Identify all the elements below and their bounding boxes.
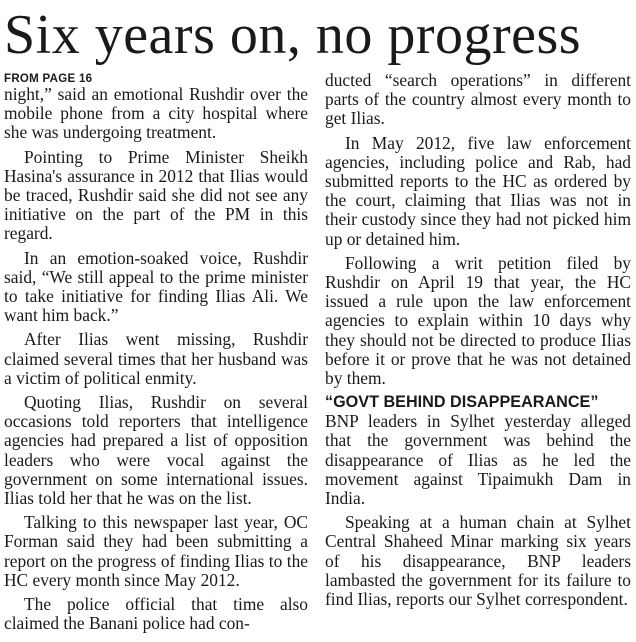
paragraph: ducted “search operations” in different parts of the country almost every month to get Ilias. <box>325 70 631 129</box>
paragraph: BNP leaders in Sylhet yesterday alleged that the government was behind the disappearance of Ilias as he led the movement against Tipaimukh Dam in India. <box>325 411 631 509</box>
paragraph: Talking to this newspaper last year, OC Forman said they had been submitting a report on the progress of finding Ilias to the HC every month since May 2012. <box>4 512 308 590</box>
paragraph: The police official that time also claimed the Banani police had con- <box>4 594 308 634</box>
article-column-left <box>4 72 308 638</box>
paragraph: In May 2012, five law enforcement agencies, including police and Rab, had submitted reports to the HC as ordered by the court, claiming that Ilias was not in their custody since they had not picked him up or detained him. <box>325 132 631 249</box>
paragraph: night,” said an emotional Rushdir over the mobile phone from a city hospital where she was undergoing treatment. <box>4 84 308 143</box>
article-column-right <box>325 71 631 614</box>
paragraph: Speaking at a human chain at Sylhet Central Shaheed Minar marking six years of his disappearance, BNP leaders lambasted the government for its failure to find Ilias, reports our Sylhet correspondent. <box>325 512 631 610</box>
paragraph: Pointing to Prime Minister Sheikh Hasina's assurance in 2012 that Ilias would be traced, Rushdir said she did not see any initiative on the part of the PM in this regard. <box>4 146 308 244</box>
from-page-label: FROM PAGE 16 <box>4 73 93 85</box>
article-headline: Six years on, no progress <box>4 4 582 66</box>
paragraph: Quoting Ilias, Rushdir on several occasions told reporters that intelligence agencies had prepared a list of opposition leaders who were vocal against the government on some international issues. Ilias told her that he was on the list. <box>4 392 308 509</box>
section-subhead: “GOVT BEHIND DISAPPEARANCE” <box>325 393 599 412</box>
paragraph: Following a writ petition filed by Rushdir on April 19 that year, the HC issued a rule upon the law enforcement agencies to explain within 10 days why they should not be directed to produce Ilias before it or prove that he was not detained by them. <box>325 252 631 389</box>
paragraph: In an emotion-soaked voice, Rushdir said, “We still appeal to the prime minister to take initiative for finding Ilias Ali. We want him back.” <box>4 247 308 326</box>
paragraph: After Ilias went missing, Rushdir claimed several times that her husband was a victim of political enmity. <box>4 329 308 388</box>
